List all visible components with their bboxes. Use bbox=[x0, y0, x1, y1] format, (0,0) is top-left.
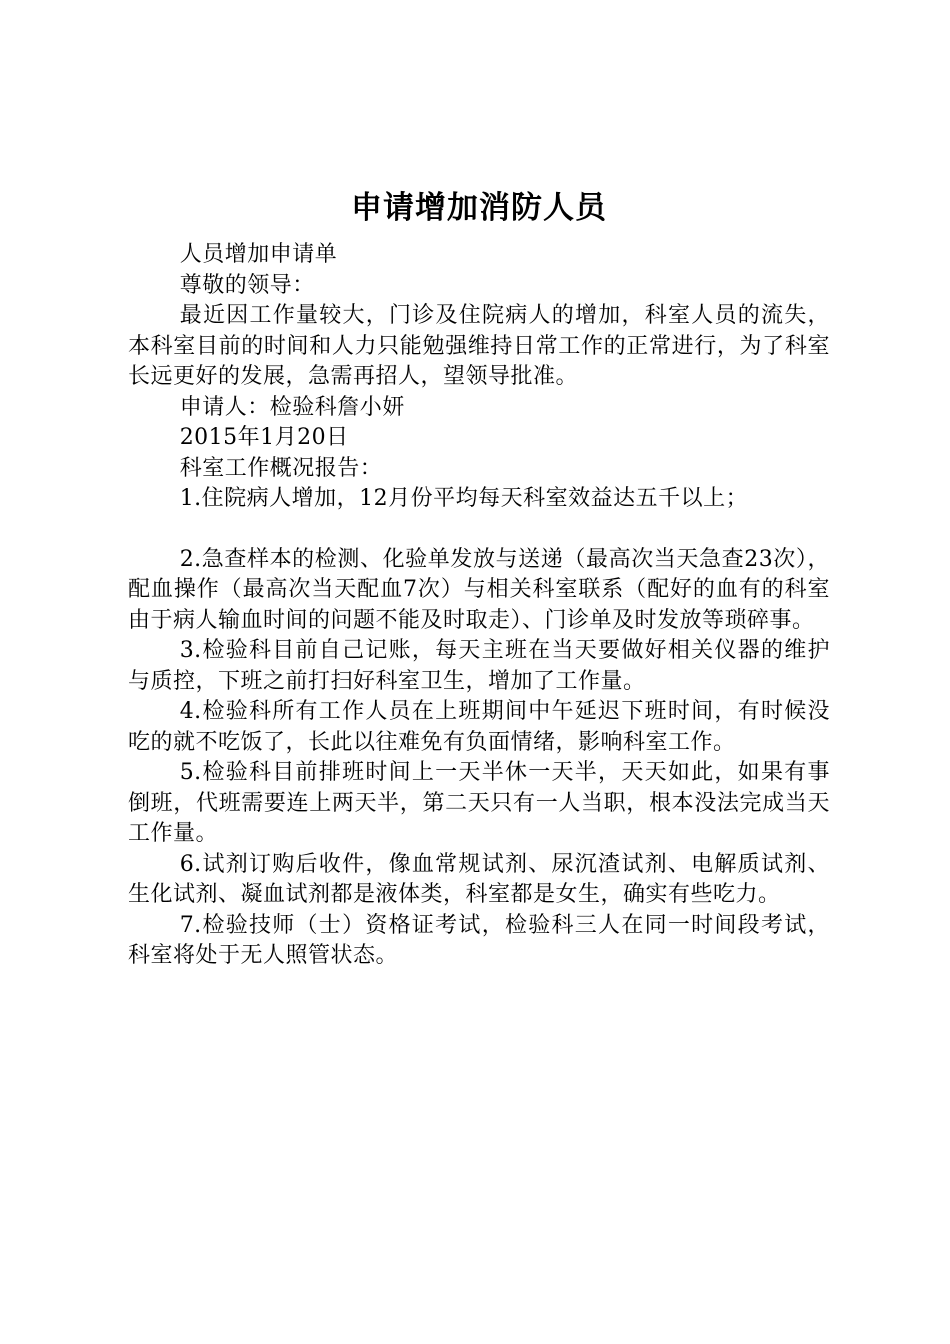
report-heading: 科室工作概况报告： bbox=[179, 455, 383, 481]
request-body: 最近因工作量较大，门诊及住院病人的增加，科室人员的流失，本科室目前的时间和人力只能勉强维持日常工作的正常进行，为了科室长远更好的发展，急需再招人，望领导批准。 bbox=[128, 303, 830, 389]
report-item-6: 6.试剂订购后收件，像血常规试剂、尿沉渣试剂、电解质试剂、生化试剂、凝血试剂都是液体类，科室都是女生，确实有些吃力。 bbox=[128, 851, 830, 907]
report-item-7: 7.检验技师（士）资格证考试，检验科三人在同一时间段考试，科室将处于无人照管状态。 bbox=[128, 912, 830, 968]
applicant-line: 申请人：检验科詹小妍 bbox=[179, 394, 405, 420]
date-line: 2015年1月20日 bbox=[179, 425, 349, 450]
document-title: 申请增加消防人员 bbox=[351, 190, 607, 226]
report-item-1: 1.住院病人增加，12月份平均每天科室效益达五千以上； bbox=[179, 486, 749, 511]
report-item-5: 5.检验科目前排班时间上一天半休一天半，天天如此，如果有事倒班，代班需要连上两天半，第二天只有一人当职，根本没法完成当天工作量。 bbox=[128, 760, 830, 846]
report-item-2: 2.急查样本的检测、化验单发放与送递（最高次当天急查23次），配血操作（最高次当天配血7次）与相关科室联系（配好的血有的科室由于病人输血时间的问题不能及时取走）、门诊单及时发放等琐碎事。 bbox=[128, 546, 830, 633]
salutation: 尊敬的领导： bbox=[179, 272, 315, 298]
document-page bbox=[128, 178, 830, 972]
report-item-4: 4.检验科所有工作人员在上班期间中午延迟下班时间，有时候没吃的就不吃饭了，长此以往难免有负面情绪，影响科室工作。 bbox=[128, 699, 830, 755]
form-name-line: 人员增加申请单 bbox=[179, 242, 338, 267]
report-item-3: 3.检验科目前自己记账，每天主班在当天要做好相关仪器的维护与质控，下班之前打扫好科室卫生，增加了工作量。 bbox=[128, 638, 830, 694]
blank-line bbox=[128, 515, 830, 545]
